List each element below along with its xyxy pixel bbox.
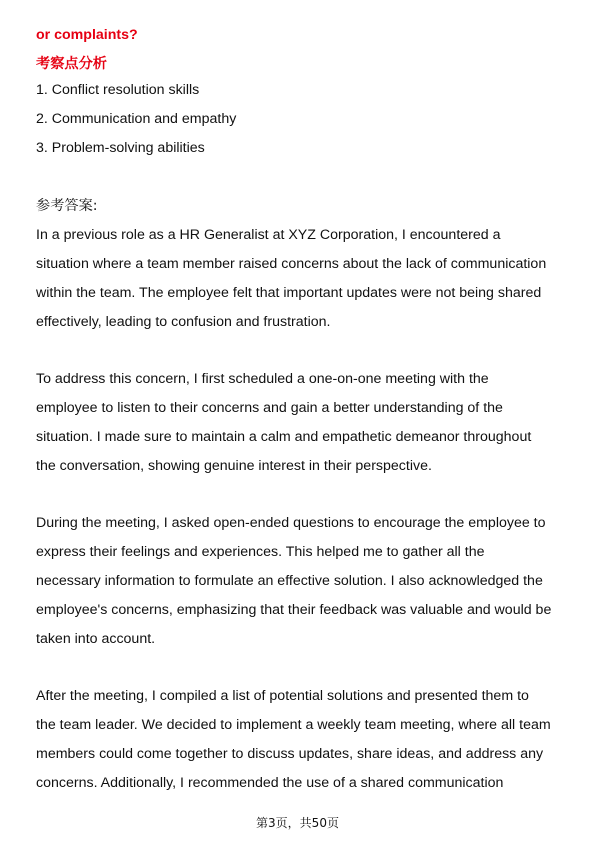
answer-line: necessary information to formulate an effective solution. I also acknowledged the (36, 573, 543, 589)
answer-line: concerns. Additionally, I recommended the use of a shared communication (36, 775, 504, 791)
answer-line: employee to listen to their concerns and gain a better understanding of the (36, 400, 503, 416)
answer-line: situation. I made sure to maintain a calm and empathetic demeanor throughout (36, 429, 532, 445)
answer-line: situation where a team member raised concerns about the lack of communication (36, 256, 547, 272)
answer-line: members could come together to discuss updates, share ideas, and address any (36, 746, 544, 762)
page-number: 第3页，共50页 (256, 816, 339, 830)
answer-label: 参考答案: (36, 198, 98, 214)
answer-line: within the team. The employee felt that important updates were not being shared (36, 285, 542, 301)
answer-line: the team leader. We decided to implement a weekly team meeting, where all team (36, 717, 551, 733)
answer-line: express their feelings and experiences. This helped me to gather all the (36, 544, 485, 560)
analysis-point: 2. Communication and empathy (36, 111, 237, 127)
answer-line: In a previous role as a HR Generalist at XYZ Corporation, I encountered a (36, 227, 501, 243)
answer-line: After the meeting, I compiled a list of potential solutions and presented them to (36, 688, 529, 704)
answer-line: taken into account. (36, 631, 156, 647)
answer-line: employee's concerns, emphasizing that their feedback was valuable and would be (36, 602, 552, 618)
answer-line: To address this concern, I first scheduled a one-on-one meeting with the (36, 371, 489, 387)
answer-line: During the meeting, I asked open-ended questions to encourage the employee to (36, 515, 546, 531)
answer-line: the conversation, showing genuine interest in their perspective. (36, 458, 432, 474)
answer-line: effectively, leading to confusion and frustration. (36, 314, 331, 330)
analysis-point: 3. Problem-solving abilities (36, 140, 205, 156)
analysis-point: 1. Conflict resolution skills (36, 82, 200, 98)
question-tail: or complaints? (36, 27, 138, 43)
analysis-title: 考察点分析 (36, 56, 107, 72)
